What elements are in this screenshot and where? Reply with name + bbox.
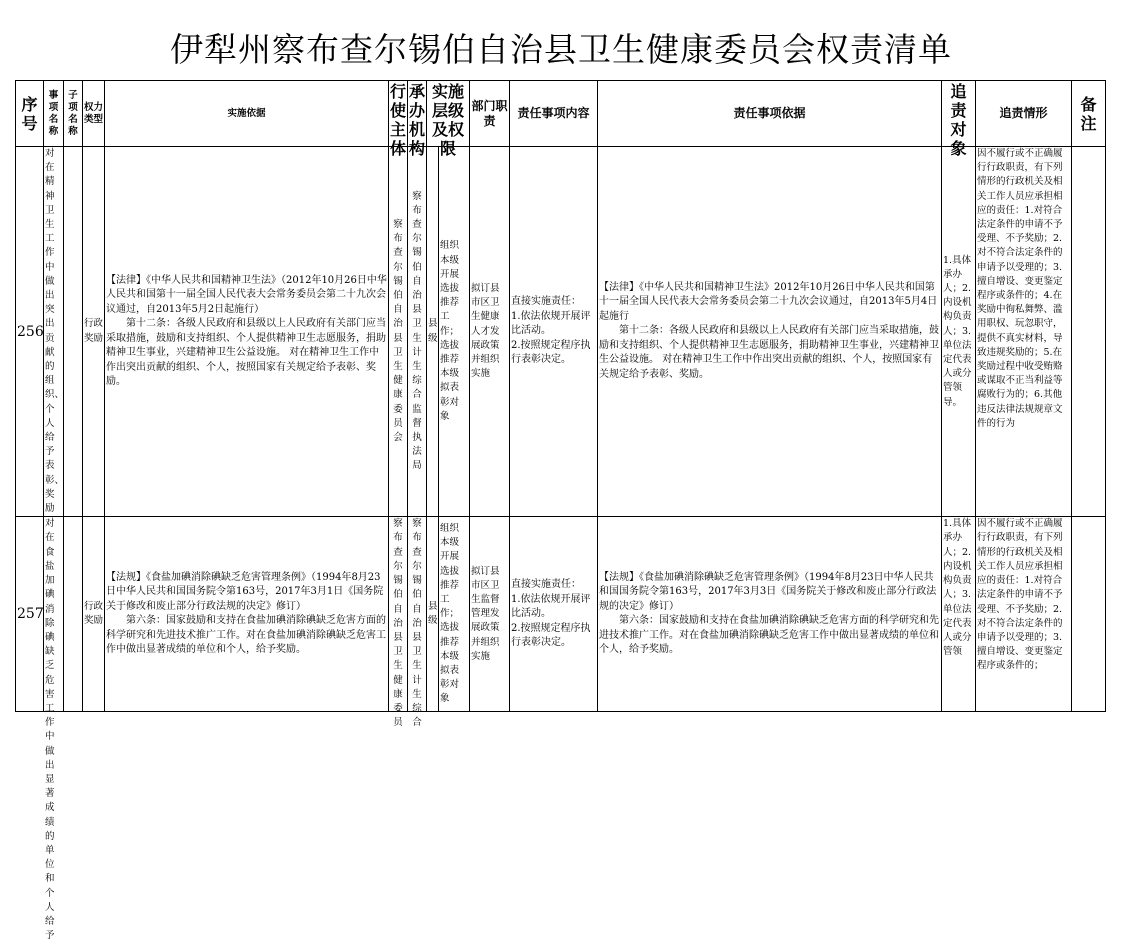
row-item-name: 对在食盐加碘消除碘缺乏危害工作中做出显著成绩的单位和个人给予 bbox=[44, 517, 64, 712]
header-basis: 实施依据 bbox=[105, 81, 389, 147]
header-handler: 承办机构 bbox=[409, 81, 426, 158]
row-dept-duty: 拟订县市区卫生健康人才发展政策并组织实施 bbox=[470, 147, 510, 517]
row-subject: 察布查尔锡伯自治县卫生健康委员 bbox=[389, 517, 408, 712]
row-account-case: 因不履行或不正确履行行政职责，有下列情形的行政机关及相关工作人员应承担相应的责任：1.对符合法定条件的申请不予受理、不予奖励；2.对不符合法定条件的申请予以受理的；3.擅自增设、变更鉴定程序或条件的； bbox=[976, 517, 1072, 712]
header-sub-item: 子项名称 bbox=[64, 81, 83, 147]
row-level-detail: 组织本级开展选拔推荐工作；选拔推荐本级拟表彰对象 bbox=[439, 517, 470, 712]
row-level-detail: 组织本级开展选拔推荐工作；选拔推荐本级拟表彰对象 bbox=[439, 147, 470, 517]
responsibility-table bbox=[15, 80, 1106, 942]
header-power-type: 权力类型 bbox=[83, 81, 105, 147]
row-remark bbox=[1072, 147, 1106, 517]
row-remark bbox=[1072, 517, 1106, 712]
row-level: 县级 bbox=[427, 517, 439, 712]
row-item-name: 对在精神卫生工作中做出突出贡献的组织、个人给予表彰、奖励 bbox=[44, 147, 64, 517]
header-item-name: 事项名称 bbox=[44, 81, 64, 147]
header-seq: 序号 bbox=[16, 81, 44, 147]
row-sub-item bbox=[64, 517, 83, 712]
header-dept-duty: 部门职责 bbox=[470, 81, 510, 147]
row-resp-content: 直接实施责任： 1.依法依规开展评比活动。 2.按照规定程序执行表彰决定。 bbox=[510, 147, 598, 517]
header-remark: 备注 bbox=[1072, 81, 1106, 147]
table-row bbox=[16, 147, 1106, 517]
row-account-target: 1.具体承办人；2.内设机构负责人；3.单位法定代表人或分管领导。 bbox=[942, 147, 976, 517]
row-basis: 【法规】《食盐加碘消除碘缺乏危害管理条例》（1994年8月23日中华人民共和国国务院令第163号，2017年3月1日《国务院关于修改和废止部分行政法规的决定》修订） 第六条：国家鼓励和支持在食盐加碘消除碘缺乏危害方面的科学研究和先进技术推广工作。对在食盐加碘消除碘缺乏危害工作中做出显著成绩的单位和个人，给予奖励。 bbox=[105, 517, 389, 712]
row-resp-content: 直接实施责任： 1.依法依规开展评比活动。 2.按照规定程序执行表彰决定。 bbox=[510, 517, 598, 712]
row-power-type: 行政奖励 bbox=[83, 517, 105, 712]
table-row bbox=[16, 517, 1106, 712]
row-account-target: 1.具体承办人；2.内设机构负责人；3.单位法定代表人或分管领 bbox=[942, 517, 976, 712]
header-level: 实施层级及权限 bbox=[427, 81, 470, 147]
row-account-case: 因不履行或不正确履行行政职责，有下列情形的行政机关及相关工作人员应承担相应的责任：1.对符合法定条件的申请不予受理、不予奖励；2.对不符合法定条件的申请予以受理的；3.擅自增设、变更鉴定程序或条件的；4.在奖励中徇私舞弊、滥用职权、玩忽职守，提供不真实材料，导致违规奖励的；5.在奖励过程中收受贿赂或谋取不正当利益等腐败行为的；6.其他违反法律法规规章文件的行为 bbox=[976, 147, 1072, 517]
row-subject: 察布查尔锡伯自治县卫生健康委员会 bbox=[389, 147, 408, 517]
row-resp-basis: 【法律】《中华人民共和国精神卫生法》2012年10月26日中华人民共和国第十一届全国人民代表大会常务委员会第二十九次会议通过，自2013年5月4日起施行 第十二条：各级人民政府和县级以上人民政府有关部门应当采取措施，鼓励和支持组织、个人提供精神卫生志愿服务，捐助精神卫生事业，兴建精神卫生公益设施。 对在精神卫生工作中作出突出贡献的组织、个人，按照国家有关规定给予表彰、奖励。 bbox=[598, 147, 942, 517]
row-sub-item bbox=[64, 147, 83, 517]
row-power-type: 行政奖励 bbox=[83, 147, 105, 517]
header-subject: 行使主体 bbox=[390, 81, 407, 158]
row-seq: 257 bbox=[16, 517, 44, 712]
row-handler: 察布查尔锡伯自治县卫生计生综合 bbox=[408, 517, 427, 712]
row-resp-basis: 【法规】《食盐加碘消除碘缺乏危害管理条例》（1994年8月23日中华人民共和国国务院令第163号，2017年3月3日《国务院关于修改和废止部分行政法规的决定》修订） 第六条：国家鼓励和支持在食盐加碘消除碘缺乏危害方面的科学研究和先进技术推广工作。对在食盐加碘消除碘缺乏危害工作中做出显著成绩的单位和个人，给予奖励。 bbox=[598, 517, 942, 712]
header-account-target: 追责对象 bbox=[942, 81, 976, 147]
row-basis: 【法律】《中华人民共和国精神卫生法》（2012年10月26日中华人民共和国第十一届全国人民代表大会常务委员会第二十九次会议通过，自2013年5月2日起施行） 第十二条：各级人民政府和县级以上人民政府有关部门应当采取措施，鼓励和支持组织、个人提供精神卫生志愿服务，捐助精神卫生事业，兴建精神卫生公益设施。 对在精神卫生工作中作出突出贡献的组织、个人，按照国家有关规定给予表彰、奖励。 bbox=[105, 147, 389, 517]
row-dept-duty: 拟订县市区卫生监督管理发展政策并组织实施 bbox=[470, 517, 510, 712]
row-handler: 察布查尔锡伯自治县卫生计生综合监督执法局 bbox=[408, 147, 427, 517]
page-title: 伊犁州察布查尔锡伯自治县卫生健康委员会权责清单 bbox=[170, 30, 952, 69]
row-level: 县级 bbox=[427, 147, 439, 517]
header-row bbox=[16, 81, 1106, 147]
header-account-case: 追责情形 bbox=[976, 81, 1072, 147]
header-resp-basis: 责任事项依据 bbox=[598, 81, 942, 147]
row-seq: 256 bbox=[16, 147, 44, 517]
header-resp-content: 责任事项内容 bbox=[510, 81, 598, 147]
